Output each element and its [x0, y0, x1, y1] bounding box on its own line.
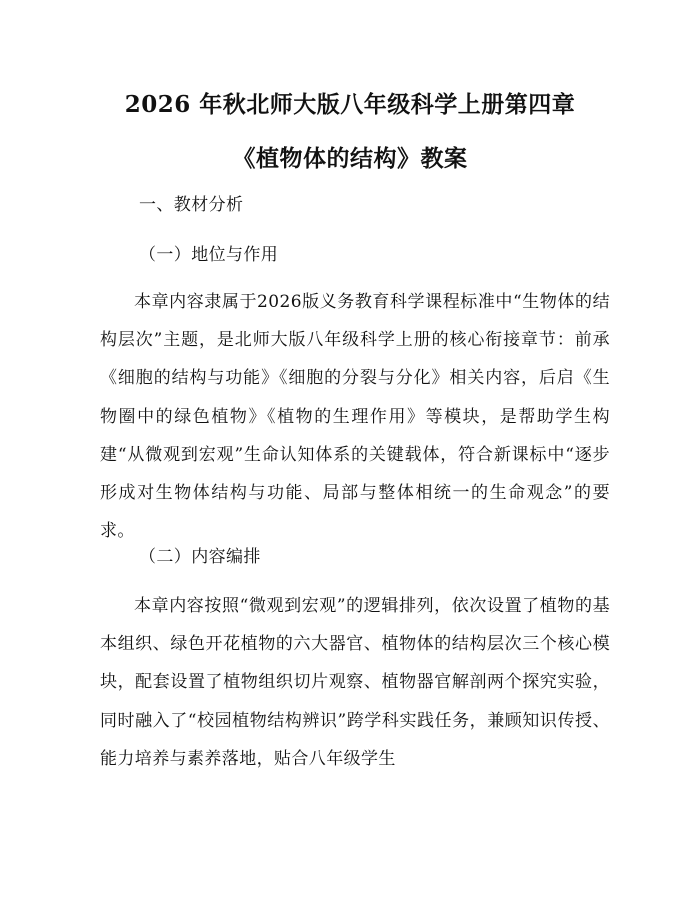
subsection-heading-content-arrangement: （二）内容编排 — [139, 547, 261, 567]
subsection-heading-position-role: （一）地位与作用 — [139, 245, 279, 265]
section-heading-textbook-analysis: 一、教材分析 — [139, 195, 244, 215]
document-title-line2: 《植物体的结构》教案 — [232, 145, 468, 172]
document-title-line1: 2026 年秋北师大版八年级科学上册第四章 — [124, 91, 576, 118]
paragraph-content-arrangement: 本章内容按照“微观到宏观”的逻辑排列，依次设置了植物的基本组织、绿色开花植物的六大器官、植物体的结构层次三个核心模块，配套设置了植物组织切片观察、植物器官解剖两个探究实验，同时融入了“校园植物结构辨识”跨学科实践任务，兼顾知识传授、能力培养与素养落地，贴合八年级学生 — [100, 596, 610, 769]
paragraph-position-role: 本章内容隶属于2026版义务教育科学课程标准中“生物体的结构层次”主题，是北师大版八年级科学上册的核心衔接章节：前承《细胞的结构与功能》《细胞的分裂与分化》相关内容，后启《生物圈中的绿色植物》《植物的生理作用》等模块，是帮助学生构建“从微观到宏观”生命认知体系的关键载体，符合新课标中“逐步形成对生物体结构与功能、局部与整体相统一的生命观念”的要求。 — [100, 292, 610, 542]
